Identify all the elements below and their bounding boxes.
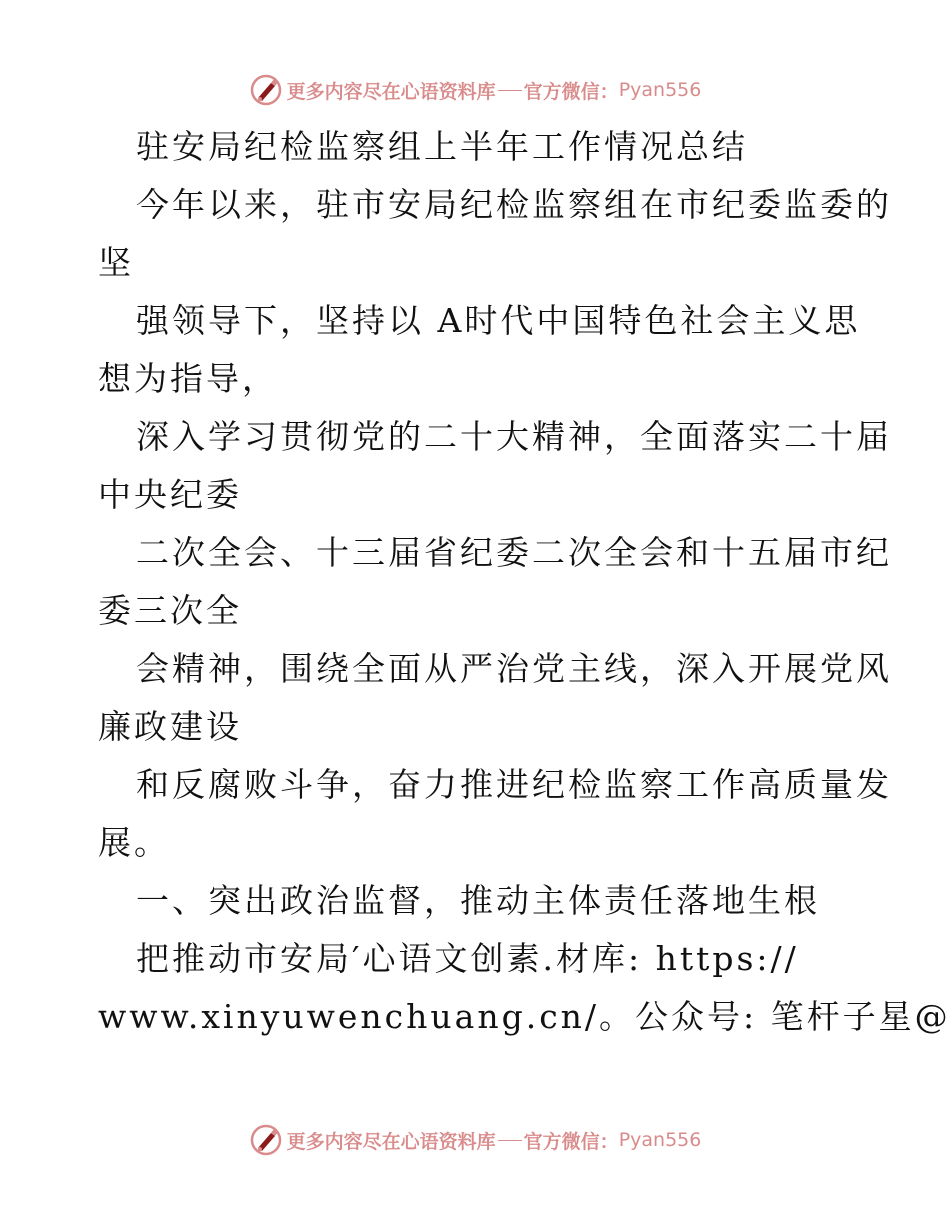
footer-watermark-banner — [0, 1120, 950, 1160]
paragraph-line: 和反腐败斗争，奋力推进纪检监察工作高质量发 — [136, 765, 892, 804]
pen-logo-icon — [249, 73, 283, 107]
paragraph-line: 会精神，围绕全面从严治党主线，深入开展党风 — [136, 649, 892, 688]
document-title: 驻安局纪检监察组上半年工作情况总结 — [136, 127, 748, 166]
paragraph-line: 委三次全 — [98, 591, 242, 630]
header-promo-text: 更多内容尽在心语资料库 — [286, 80, 496, 103]
section-heading: 一、突出政治监督，推动主体责任落地生根 — [136, 881, 820, 920]
paragraph-line: 强领导下，坚持以 A时代中国特色社会主义思 — [136, 301, 861, 340]
footer-promo-text: 更多内容尽在心语资料库 — [286, 1130, 496, 1153]
footer-wechat-label: 官方微信： — [523, 1130, 619, 1153]
header-wechat-id: Pyan556 — [618, 79, 702, 101]
paragraph-line: 中央纪委 — [98, 475, 242, 514]
header-wechat-label: 官方微信： — [523, 80, 619, 103]
header-dash-divider — [498, 90, 522, 91]
document-body — [98, 118, 951, 1046]
paragraph-line: 把推动市安局′心语文创素.材库: https:// — [136, 939, 799, 978]
paragraph-line: 坚 — [98, 243, 134, 282]
paragraph-line: 展。 — [98, 823, 170, 862]
paragraph-line: 深入学习贯彻党的二十大精神，全面落实二十届 — [136, 417, 892, 456]
paragraph-line: www.xinyuwenchuang.cn/。公众号: 笔杆子星@ — [98, 997, 951, 1036]
paragraph-line: 二次全会、十三届省纪委二次全会和十五届市纪 — [136, 533, 892, 572]
paragraph-line: 廉政建设 — [98, 707, 242, 746]
footer-dash-divider — [498, 1140, 522, 1141]
paragraph-line: 今年以来，驻市安局纪检监察组在市纪委监委的 — [136, 185, 892, 224]
pen-logo-icon — [249, 1123, 283, 1157]
footer-wechat-id: Pyan556 — [618, 1129, 702, 1151]
header-watermark-banner — [0, 70, 950, 110]
paragraph-line: 想为指导， — [98, 359, 278, 398]
